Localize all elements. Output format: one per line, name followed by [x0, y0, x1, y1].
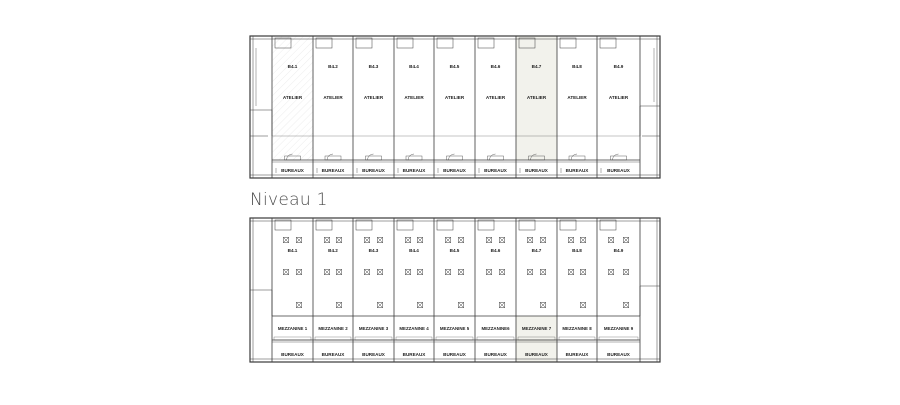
dock-door [356, 220, 372, 230]
office-label: BUREAUX [607, 168, 630, 173]
room-label: ATELIER [323, 95, 343, 100]
door-swing [449, 154, 455, 160]
unit-label: B4.3 [368, 64, 379, 69]
dock-door [356, 38, 372, 48]
unit-label: B4.7 [531, 64, 542, 69]
mezzanine-rail [559, 337, 595, 340]
office-label: BUREAUX [484, 352, 507, 357]
room-label: ATELIER [282, 95, 303, 100]
unit-label: B4.3 [368, 248, 379, 253]
unit-label: B4.2 [328, 64, 338, 69]
ground-floor-plan [250, 36, 660, 178]
office-label: BUREAUX [402, 168, 426, 173]
dock-door [560, 220, 576, 230]
dock-door [316, 38, 332, 48]
dock-door [397, 220, 413, 230]
mezzanine-label: MEZZANINE 3 [358, 326, 389, 331]
door-swing [368, 154, 374, 160]
mezzanine-rail [396, 337, 432, 340]
door-swing [613, 154, 619, 160]
dock-door [478, 220, 494, 230]
door-swing [490, 154, 496, 160]
office-label: BUREAUX [281, 168, 304, 173]
mezzanine-label: MEZZANINE 4 [399, 326, 429, 331]
office-label: BUREAUX [321, 352, 345, 357]
mezzanine-rail [436, 337, 473, 340]
unit-label: B4.1 [287, 64, 298, 69]
mezzanine-rail [315, 337, 351, 340]
office-label: BUREAUX [565, 168, 589, 173]
unit-label: B4.1 [287, 248, 298, 253]
office-label: BUREAUX [362, 168, 385, 173]
level-1-plan [250, 218, 660, 362]
mezzanine-label: MEZZANINE 1 [277, 326, 308, 331]
office-label: BUREAUX [321, 168, 345, 173]
mezzanine-rail [274, 337, 311, 340]
dock-door [275, 220, 291, 230]
dock-door [316, 220, 332, 230]
level-title: Niveau 1 [250, 190, 328, 210]
room-label: ATELIER [526, 95, 547, 100]
office-label: BUREAUX [281, 352, 304, 357]
office-label: BUREAUX [607, 352, 630, 357]
office-label: BUREAUX [362, 352, 385, 357]
room-label: ATELIER [608, 95, 629, 100]
dock-door [600, 220, 616, 230]
office-label: BUREAUX [443, 352, 466, 357]
mezzanine-rail [477, 337, 514, 340]
unit-label: B4.6 [490, 248, 501, 253]
room-label: ATELIER [363, 95, 384, 100]
room-label: ATELIER [404, 95, 424, 100]
door-swing [408, 154, 414, 160]
dock-door [437, 38, 453, 48]
unit-label: B4.9 [613, 64, 624, 69]
mezzanine-rail [599, 337, 638, 340]
mezzanine-label: MEZZANINE 7 [521, 326, 552, 331]
dock-door [478, 38, 494, 48]
unit-label: B4.5 [449, 64, 460, 69]
dock-door [560, 38, 576, 48]
unit-label: B4.7 [531, 248, 542, 253]
mezzanine-label: MEZZANINE 8 [562, 326, 592, 331]
dock-door [600, 38, 616, 48]
unit-label: B4.4 [409, 248, 419, 253]
room-label: ATELIER [444, 95, 465, 100]
door-swing [327, 154, 333, 160]
room-label: ATELIER [567, 95, 587, 100]
mezzanine-label: MEZZANINE6 [481, 326, 510, 331]
room-label: ATELIER [485, 95, 506, 100]
dock-door [397, 38, 413, 48]
door-swing [571, 154, 577, 160]
dock-door [519, 220, 535, 230]
mezzanine-label: MEZZANINE 9 [603, 326, 634, 331]
office-label: BUREAUX [525, 168, 548, 173]
unit-label: B4.6 [490, 64, 501, 69]
unit-label: B4.2 [328, 248, 338, 253]
office-label: BUREAUX [565, 352, 589, 357]
office-label: BUREAUX [402, 352, 426, 357]
office-label: BUREAUX [443, 168, 466, 173]
unit-label: B4.5 [449, 248, 460, 253]
unit-label: B4.8 [572, 248, 582, 253]
mezzanine-label: MEZZANINE 5 [439, 326, 470, 331]
office-label: BUREAUX [525, 352, 548, 357]
unit-label: B4.4 [409, 64, 419, 69]
unit-label: B4.9 [613, 248, 624, 253]
dock-door [437, 220, 453, 230]
mezzanine-label: MEZZANINE 2 [318, 326, 348, 331]
unit-label: B4.8 [572, 64, 582, 69]
mezzanine-rail [355, 337, 392, 340]
office-label: BUREAUX [484, 168, 507, 173]
